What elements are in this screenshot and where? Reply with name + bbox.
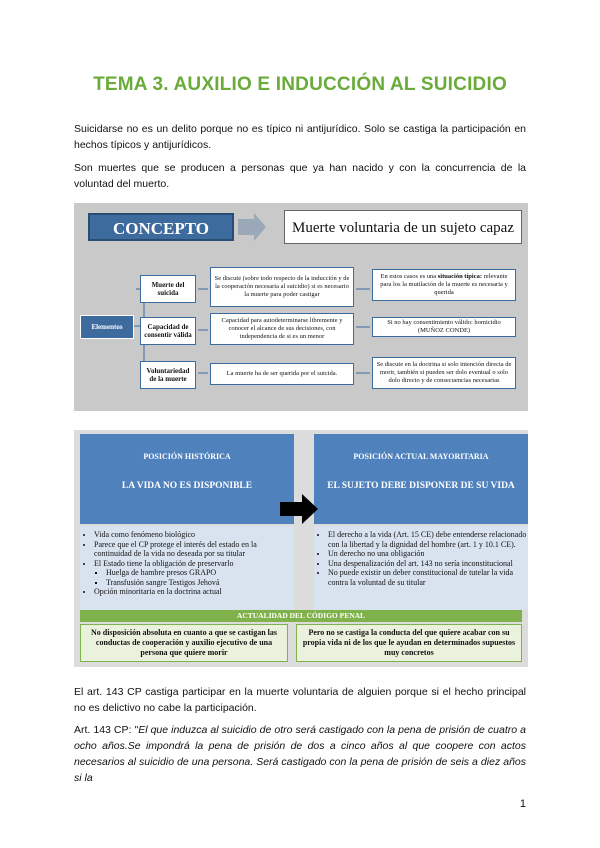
bottom-left-box: No disposición absoluta en cuanto a que se castigan las conductas de cooperación y auxilio ejecutivo de una persona que quiere morir [80,624,288,662]
row-note-muerte: En estos casos es una situación típica: relevante para los la mutilación de la muerte es necesaria y querida [372,269,516,301]
current-header: POSICIÓN ACTUAL MAYORITARIA EL SUJETO DEBE DISPONER DE SU VIDA [314,434,528,524]
concept-definition: Muerte voluntaria de un sujeto capaz [284,210,522,244]
row-note-capacidad: Si no hay consentimiento válido: homicidio (MUÑOZ CONDE) [372,317,516,337]
row-desc-voluntariedad: La muerte ha de ser querida por el suicida. [210,363,354,385]
list-item: • No puede existir un deber constitucional de tutelar la vida contra la voluntad de su titular [328,568,528,587]
historic-list [80,526,294,610]
row-label-voluntariedad: Voluntariedad de la muerte [140,361,196,389]
row-desc-capacidad: Capacidad para autodeterminarse libremente y conocer el alcance de sus decisiones, con independencia de si es un menor [210,313,354,345]
concept-diagram [74,203,528,411]
historic-header: POSICIÓN HISTÓRICA LA VIDA NO ES DISPONIBLE [80,434,294,524]
list-item: • Vida como fenómeno biológico [94,530,294,540]
positions-diagram [74,430,528,667]
list-item: • Opción minoritaria en la doctrina actual [94,587,294,597]
row-note-voluntariedad: Se discute en la doctrina si solo intención directa de morir, también si pueden ser dolo eventual o solo dolo directo y de consecuencias necesarias [372,357,516,389]
arrow-right-icon [238,213,266,241]
page-title: TEMA 3. AUXILIO E INDUCCIÓN AL SUICIDIO [93,74,507,95]
intro-paragraph: Suicidarse no es un delito porque no es típico ni antijurídico. Solo se castiga la participación en hechos típicos y antijurídicos. [74,123,526,151]
art143-quote: Art. 143 CP: "El que induzca al suicidio de otro será castigado con la pena de prisión de cuatro a ocho años.Se impondrá la pena de prisión de dos a cinco años al que coopere con actos necesarios al suicidio de una persona. Será castigado con la pena de prisión de seis a diez años si la [74,724,526,784]
list-item: • Un derecho no una obligación [328,549,528,559]
row-label-muerte: Muerte del suicida [140,275,196,303]
list-subitem: ▪ Huelga de hambre presos GRAPO [106,568,294,578]
bottom-right-box: Pero no se castiga la conducta del que quiere acabar con su propia vida ni de los que le ayudan en determinados supuestos muy concretos [296,624,522,662]
row-desc-muerte: Se discute (sobre todo respecto de la inducción y de la cooperación necesaria al suicidio) si es necesario la muerte para poder castigar [210,267,354,307]
list-item: • El derecho a la vida (Art. 15 CE) debe entenderse relacionado con la libertad y la dignidad del hombre (art. 1 y 10.1 CE). [328,530,528,549]
elements-label: Elementos [80,315,134,339]
arrow-right-icon [280,494,318,524]
art143-paragraph: El art. 143 CP castiga participar en la muerte voluntaria de alguien porque si el hecho principal no es delictivo no cabe la participación. [74,686,526,714]
current-list [314,526,528,610]
page-number: 1 [519,798,526,810]
list-item: • Parece que el CP protege el interés del estado en la continuidad de la vida no deseada por su titular [94,540,294,559]
concept-label: CONCEPTO [88,213,234,241]
list-item: • El Estado tiene la obligación de preservarlo ▪ Huelga de hambre presos GRAPO ▪ Transfusión sangre Testigos Jehová [94,559,294,588]
list-subitem: ▪ Transfusión sangre Testigos Jehová [106,578,294,588]
definition-paragraph: Son muertes que se producen a personas que ya han nacido y con la concurrencia de la voluntad del muerto. [74,162,526,190]
row-label-capacidad: Capacidad de consentir válida [140,317,196,345]
list-item: • Una despenalización del art. 143 no sería inconstitucional [328,559,528,569]
actualidad-banner: ACTUALIDAD DEL CÓDIGO PENAL [80,610,522,622]
